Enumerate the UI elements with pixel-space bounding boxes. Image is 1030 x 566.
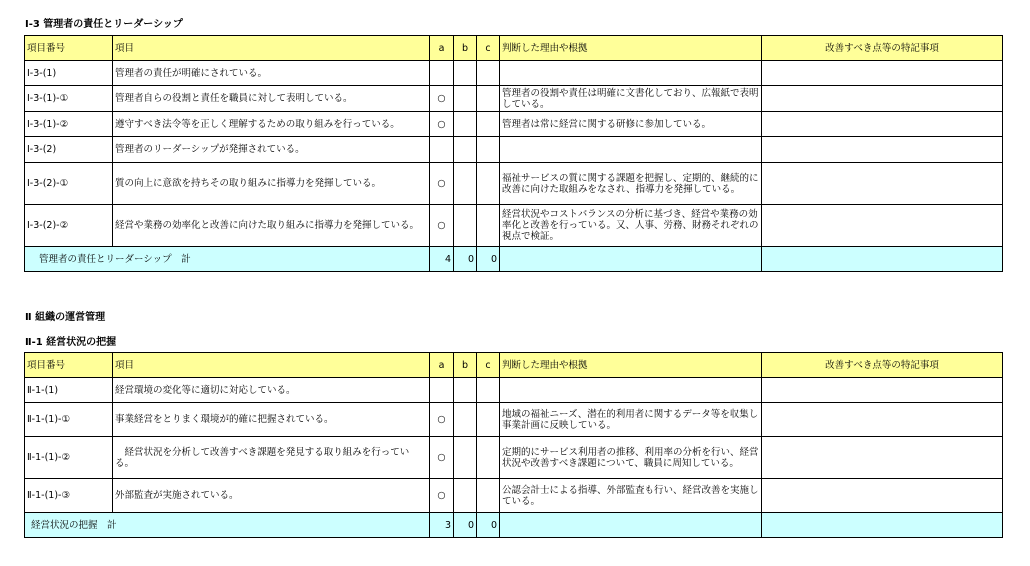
total-b: 0: [454, 513, 477, 538]
rating-b: [454, 137, 477, 163]
rating-b: [454, 378, 477, 403]
rating-b: [454, 479, 477, 513]
table-header: [25, 353, 1003, 378]
item-no: Ⅱ-1-(1)-②: [25, 437, 113, 479]
header-b: b: [454, 353, 477, 378]
item-no: Ⅱ-1-(1)-①: [25, 403, 113, 437]
header-c: c: [477, 353, 500, 378]
item-text: 事業経営をとりまく環境が的確に把握されている。: [113, 403, 430, 437]
item-no: Ⅰ-3-(2)-①: [25, 163, 113, 205]
table-header: [25, 36, 1003, 61]
total-a: 4: [430, 247, 454, 272]
table-row: [25, 403, 1003, 437]
evaluation-table-1: [24, 35, 1003, 272]
table-row: [25, 479, 1003, 513]
notes-cell: [762, 378, 1003, 403]
item-text: 遵守すべき法令等を正しく理解するための取り組みを行っている。: [113, 112, 430, 137]
rating-b: [454, 437, 477, 479]
item-no: Ⅱ-1-(1)-③: [25, 479, 113, 513]
reason-cell: [500, 61, 762, 86]
table-row: [25, 163, 1003, 205]
header-item-no: 項目番号: [25, 36, 113, 61]
reason-cell: [500, 378, 762, 403]
item-text: 管理者自らの役割と責任を職員に対して表明している。: [113, 86, 430, 112]
rating-a: [430, 61, 454, 86]
table-row: [25, 205, 1003, 247]
rating-c: [477, 479, 500, 513]
notes-cell: [762, 403, 1003, 437]
reason-cell: 経営状況やコストバランスの分析に基づき、経営や業務の効率化と改善を行っている。又、人事、労務、財務それぞれの視点で検証。: [500, 205, 762, 247]
item-text: 経営環境の変化等に適切に対応している。: [113, 378, 430, 403]
item-no: Ⅰ-3-(2)-②: [25, 205, 113, 247]
header-item: 項目: [113, 36, 430, 61]
rating-b: [454, 86, 477, 112]
rating-b: [454, 61, 477, 86]
header-reason: 判断した理由や根拠: [500, 36, 762, 61]
subsection-title: Ⅱ-1 経営状況の把握: [25, 337, 117, 348]
reason-cell: 地域の福祉ニーズ、潜在的利用者に関するデータ等を収集し事業計画に反映している。: [500, 403, 762, 437]
total-notes: [762, 513, 1003, 538]
notes-cell: [762, 437, 1003, 479]
item-text: 管理者の責任が明確にされている。: [113, 61, 430, 86]
notes-cell: [762, 163, 1003, 205]
rating-a: ○: [430, 163, 454, 205]
rating-c: [477, 163, 500, 205]
reason-cell: [500, 137, 762, 163]
table-row: [25, 137, 1003, 163]
item-no: Ⅰ-3-(1): [25, 61, 113, 86]
table-row: [25, 112, 1003, 137]
total-c: 0: [477, 513, 500, 538]
rating-a: ○: [430, 86, 454, 112]
header-item-no: 項目番号: [25, 353, 113, 378]
rating-a: ○: [430, 479, 454, 513]
total-b: 0: [454, 247, 477, 272]
header-b: b: [454, 36, 477, 61]
rating-b: [454, 163, 477, 205]
item-text: 外部監査が実施されている。: [113, 479, 430, 513]
total-row: [25, 513, 1003, 538]
table-row: [25, 61, 1003, 86]
rating-c: [477, 137, 500, 163]
evaluation-table-2: [24, 352, 1003, 538]
rating-c: [477, 205, 500, 247]
header-notes: 改善すべき点等の特記事項: [762, 36, 1003, 61]
item-no: Ⅰ-3-(1)-②: [25, 112, 113, 137]
total-reason: [500, 247, 762, 272]
rating-a: ○: [430, 205, 454, 247]
notes-cell: [762, 61, 1003, 86]
total-label: 経営状況の把握 計: [25, 513, 430, 538]
item-no: Ⅰ-3-(2): [25, 137, 113, 163]
rating-c: [477, 86, 500, 112]
reason-cell: 公認会計士による指導、外部監査も行い、経営改善を実施している。: [500, 479, 762, 513]
rating-b: [454, 112, 477, 137]
reason-cell: 定期的にサービス利用者の推移、利用率の分析を行い、経営状況や改善すべき課題について、職員に周知している。: [500, 437, 762, 479]
reason-cell: 福祉サービスの質に関する課題を把握し、定期的、継続的に改善に向けた取組みをなされ、指導力を発揮している。: [500, 163, 762, 205]
table-row: [25, 86, 1003, 112]
header-reason: 判断した理由や根拠: [500, 353, 762, 378]
notes-cell: [762, 479, 1003, 513]
header-notes: 改善すべき点等の特記事項: [762, 353, 1003, 378]
rating-a: [430, 137, 454, 163]
total-reason: [500, 513, 762, 538]
item-no: Ⅱ-1-(1): [25, 378, 113, 403]
rating-b: [454, 205, 477, 247]
rating-a: ○: [430, 437, 454, 479]
rating-c: [477, 437, 500, 479]
total-label: 管理者の責任とリーダーシップ 計: [25, 247, 430, 272]
rating-c: [477, 403, 500, 437]
header-item: 項目: [113, 353, 430, 378]
rating-a: ○: [430, 403, 454, 437]
item-text: 経営や業務の効率化と改善に向けた取り組みに指導力を発揮している。: [113, 205, 430, 247]
item-no: Ⅰ-3-(1)-①: [25, 86, 113, 112]
header-a: a: [430, 36, 454, 61]
table-row: [25, 437, 1003, 479]
header-a: a: [430, 353, 454, 378]
total-row: [25, 247, 1003, 272]
item-text: 経営状況を分析して改善すべき課題を発見する取り組みを行っている。: [113, 437, 430, 479]
total-a: 3: [430, 513, 454, 538]
reason-cell: 管理者の役割や責任は明確に文書化しており、広報紙で表明している。: [500, 86, 762, 112]
section-title: Ⅰ-3 管理者の責任とリーダーシップ: [25, 19, 183, 30]
rating-b: [454, 403, 477, 437]
table-row: [25, 378, 1003, 403]
notes-cell: [762, 112, 1003, 137]
header-c: c: [477, 36, 500, 61]
rating-c: [477, 61, 500, 86]
item-text: 質の向上に意欲を持ちその取り組みに指導力を発揮している。: [113, 163, 430, 205]
reason-cell: 管理者は常に経営に関する研修に参加している。: [500, 112, 762, 137]
total-notes: [762, 247, 1003, 272]
rating-c: [477, 378, 500, 403]
rating-a: ○: [430, 112, 454, 137]
rating-a: [430, 378, 454, 403]
notes-cell: [762, 137, 1003, 163]
item-text: 管理者のリーダーシップが発揮されている。: [113, 137, 430, 163]
total-c: 0: [477, 247, 500, 272]
notes-cell: [762, 86, 1003, 112]
notes-cell: [762, 205, 1003, 247]
section-title: Ⅱ 組織の運営管理: [25, 312, 106, 323]
rating-c: [477, 112, 500, 137]
